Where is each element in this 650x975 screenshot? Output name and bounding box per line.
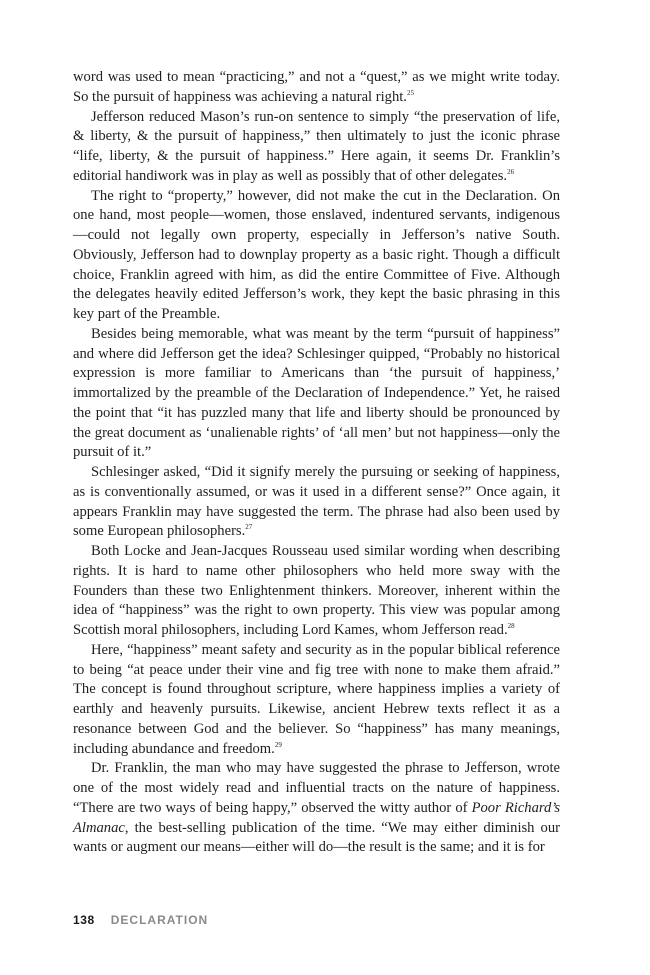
- paragraph-3: [73, 187, 560, 325]
- paragraph-5: [73, 463, 560, 542]
- page-number: 138: [73, 913, 95, 927]
- paragraph-7: [73, 641, 560, 760]
- page-footer: [73, 913, 208, 927]
- paragraph-3-text: The right to “property,” however, did not make the cut in the Declaration. On one hand, most people—women, those enslaved, indentured servants, indigenous—could not legally own property, especially in Jefferson’s native South. Obviously, Jefferson had to downplay property as a basic right. Though a difficult choice, Franklin agreed with him, as did the entire Committee of Five. Although the delegates heavily edited Jefferson’s work, they kept the basic phrasing in this key part of the Preamble.: [73, 187, 560, 322]
- footnote-ref-25: 25: [406, 88, 414, 97]
- book-title-italic: Poor Richard’s Almanac: [73, 799, 560, 836]
- footnote-ref-26: 26: [507, 167, 515, 176]
- paragraph-2: [73, 108, 560, 187]
- paragraph-1: [73, 68, 560, 108]
- paragraph-7-text: Here, “happiness” meant safety and security as in the popular biblical reference to being “at peace under their vine and fig tree with none to make them afraid.” The concept is found throughout scripture, where happiness implies a variety of earthly and heavenly pursuits. Likewise, ancient Hebrew texts reflect it as a resonance between God and the believer. So “happiness” has many meanings, including abundance and freedom.: [73, 641, 560, 757]
- footnote-ref-29: 29: [274, 740, 282, 749]
- paragraph-6: [73, 542, 560, 641]
- paragraph-4-text: Besides being memorable, what was meant by the term “pursuit of happiness” and where did Jefferson get the idea? Schlesinger quipped, “Probably no historical expression is more familiar to Americans than ‘the pursuit of happiness,’ immortalized by the preamble of the Declaration of Independence.” Yet, he raised the point that “it has puzzled many that life and liberty should be pronounced by the great document as ‘unalienable rights’ of ‘all men’ but not happiness—only the pursuit of it.”: [73, 325, 560, 461]
- paragraph-8: [73, 759, 560, 858]
- paragraph-5-text: Schlesinger asked, “Did it signify merely the pursuing or seeking of happiness, as is conventionally assumed, or was it used in a different sense?” Once again, it appears Franklin may have suggested the term. The phrase had also been used by some European philosophers.: [73, 464, 560, 540]
- body-text: [73, 68, 560, 858]
- paragraph-2-text: Jefferson reduced Mason’s run-on sentence to simply “the preservation of life, & liberty, & the pursuit of happiness,” then ultimately to just the iconic phrase “life, liberty, & the pursuit of happiness.” Here again, it seems Dr. Franklin’s editorial handiwork was in play as well as possibly that of other delegates.: [73, 108, 560, 184]
- paragraph-8-text-b: , the best-selling publication of the time. “We may either diminish our wants or augment our means—either will do—the result is the same; and it is for: [73, 819, 560, 856]
- paragraph-8-text-a: Dr. Franklin, the man who may have suggested the phrase to Jefferson, wrote one of the most widely read and influential tracts on the nature of happiness. “There are two ways of being happy,” observed the witty author of: [73, 760, 560, 816]
- running-head: DECLARATION: [110, 913, 209, 927]
- paragraph-1-text: word was used to mean “practicing,” and not a “quest,” as we might write today. So the pursuit of happiness was achieving a natural right.: [73, 69, 560, 105]
- paragraph-4: [73, 325, 560, 463]
- footnote-ref-28: 28: [507, 622, 515, 630]
- footnote-ref-27: 27: [245, 523, 253, 532]
- paragraph-6-text: Both Locke and Jean-Jacques Rousseau used similar wording when describing rights. It is hard to name other philosophers who held more sway with the Founders than these two Enlightenment thinkers. Moreover, inherent within the idea of “happiness” was the right to own property. This view was popular among Scottish moral philosophers, including Lord Kames, whom Jefferson read.: [73, 543, 560, 638]
